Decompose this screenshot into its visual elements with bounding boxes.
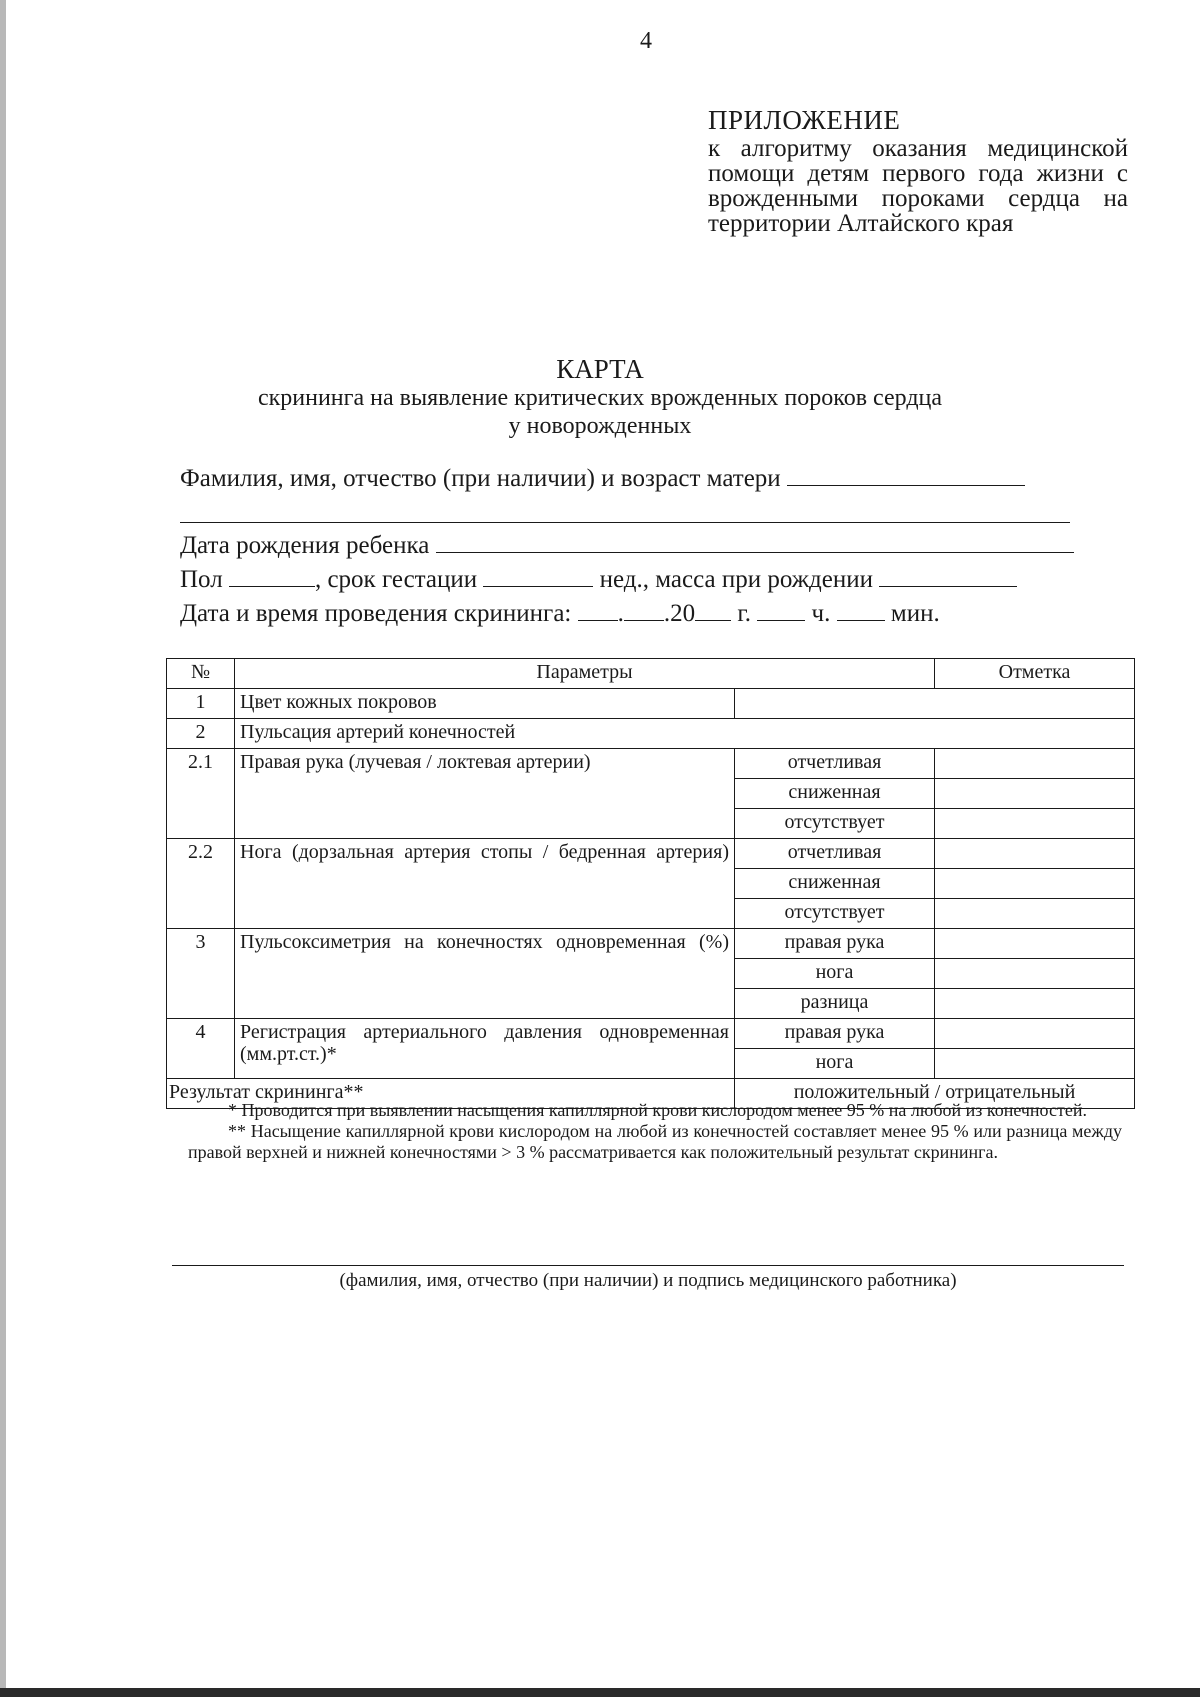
footnotes (188, 1100, 1122, 1163)
table-header-row (167, 659, 1135, 689)
row-num: 1 (167, 689, 235, 719)
mark-cell[interactable] (935, 809, 1135, 839)
option-cell: отчетливая (735, 749, 935, 779)
table-row (167, 749, 1135, 779)
hours-blank[interactable] (757, 598, 805, 621)
date-dot: . (617, 600, 624, 627)
mother-continuation-line[interactable] (180, 522, 1070, 523)
option-cell: правая рука (735, 1019, 935, 1049)
month-blank[interactable] (624, 598, 664, 621)
option-cell: отсутствует (735, 899, 935, 929)
mark-cell-skin-color[interactable] (735, 689, 1135, 719)
row-label-leg: Нога (дорзальная артерия стопы / бедренная артерия) (235, 839, 735, 929)
row-label-skin-color: Цвет кожных покровов (235, 689, 735, 719)
weeks-label: нед., масса при рождении (599, 566, 873, 593)
mark-cell[interactable] (935, 959, 1135, 989)
table-row (167, 929, 1135, 959)
row-label-pulse-oximetry: Пульсоксиметрия на конечностях одновременная (%) (235, 929, 735, 1019)
mark-cell[interactable] (935, 749, 1135, 779)
birth-date-label: Дата рождения ребенка (180, 532, 430, 559)
page-number: 4 (640, 28, 652, 54)
result-value[interactable]: положительный / отрицательный (735, 1079, 1135, 1109)
row-num: 4 (167, 1019, 235, 1079)
birth-date-blank[interactable] (436, 530, 1074, 553)
header-num: № (167, 659, 235, 689)
appendix-text: к алгоритму оказания медицинской помощи детям первого года жизни с врожденными пороками сердца на территории Алтайского края (708, 135, 1128, 237)
row-num: 2.1 (167, 749, 235, 839)
year-blank[interactable] (695, 598, 731, 621)
mark-cell[interactable] (935, 779, 1135, 809)
year-suffix: г. (737, 600, 752, 627)
mark-cell[interactable] (935, 869, 1135, 899)
appendix-block (708, 104, 1128, 236)
screening-label: Дата и время проведения скрининга: (180, 600, 572, 627)
row-label-blood-pressure: Регистрация артериального давления одновременная (мм.рт.ст.)* (235, 1019, 735, 1079)
option-cell: сниженная (735, 779, 935, 809)
option-cell: правая рука (735, 929, 935, 959)
screening-datetime-field (180, 598, 940, 629)
option-cell: отсутствует (735, 809, 935, 839)
gestation-blank[interactable] (483, 564, 593, 587)
mother-label: Фамилия, имя, отчество (при наличии) и возраст матери (180, 465, 781, 492)
scan-edge-bottom (0, 1688, 1200, 1697)
mark-cell[interactable] (935, 1049, 1135, 1079)
mark-cell[interactable] (935, 989, 1135, 1019)
mark-cell[interactable] (935, 929, 1135, 959)
mark-cell[interactable] (935, 899, 1135, 929)
sex-gestation-field (180, 564, 1017, 595)
row-num: 3 (167, 929, 235, 1019)
signature-line[interactable] (172, 1265, 1124, 1266)
sex-blank[interactable] (229, 564, 315, 587)
footnote-2: ** Насыщение капиллярной крови кислородом на любой из конечностей составляет менее 95 % или разница между правой верхней и нижней конечностями > 3 % рассматривается как положительный результат скрининга. (188, 1121, 1122, 1162)
scan-edge-left (0, 0, 6, 1697)
header-mark: Отметка (935, 659, 1135, 689)
gestation-label: , срок гестации (314, 566, 478, 593)
footnote-1: * Проводится при выявлении насыщения капиллярной крови кислородом менее 95 % на любой из конечностей. (228, 1100, 1087, 1120)
option-cell: сниженная (735, 869, 935, 899)
header-params: Параметры (235, 659, 935, 689)
mother-field (180, 463, 1025, 494)
year-prefix: .20 (663, 600, 696, 627)
row-label-right-arm: Правая рука (лучевая / локтевая артерии) (235, 749, 735, 839)
hours-label: ч. (811, 600, 831, 627)
card-title: КАРТА (556, 354, 644, 384)
appendix-title: ПРИЛОЖЕНИЕ (708, 105, 901, 135)
card-subtitle (200, 384, 1000, 440)
day-blank[interactable] (578, 598, 618, 621)
option-cell: нога (735, 959, 935, 989)
minutes-blank[interactable] (837, 598, 885, 621)
signature-caption: (фамилия, имя, отчество (при наличии) и подпись медицинского работника) (339, 1270, 957, 1291)
row-num: 2 (167, 719, 235, 749)
table-row (167, 839, 1135, 869)
screening-parameters-table (166, 658, 1135, 1109)
option-cell: нога (735, 1049, 935, 1079)
mark-cell[interactable] (935, 839, 1135, 869)
minutes-label: мин. (890, 600, 940, 627)
row-label-artery-pulsation: Пульсация артерий конечностей (235, 719, 1135, 749)
birth-date-field (180, 530, 1074, 561)
option-cell: отчетливая (735, 839, 935, 869)
table-row (167, 719, 1135, 749)
mark-cell[interactable] (935, 1019, 1135, 1049)
table-row (167, 1019, 1135, 1049)
row-num: 2.2 (167, 839, 235, 929)
sex-label: Пол (180, 566, 223, 593)
card-subtitle-line2: у новорожденных (508, 413, 692, 439)
result-label: Результат скрининга** (167, 1079, 735, 1109)
card-subtitle-line1: скрининга на выявление критических врожденных пороков сердца (257, 385, 943, 411)
option-cell: разница (735, 989, 935, 1019)
table-row (167, 689, 1135, 719)
mother-blank[interactable] (787, 463, 1025, 486)
birth-weight-blank[interactable] (879, 564, 1017, 587)
